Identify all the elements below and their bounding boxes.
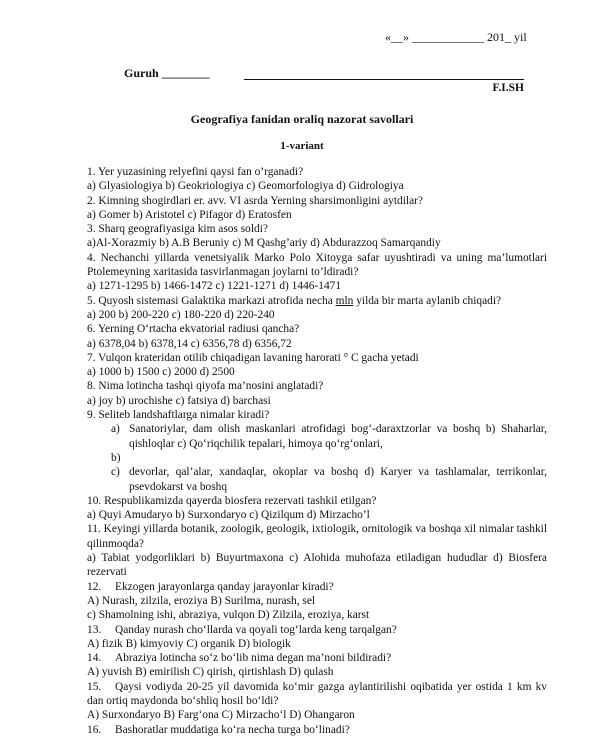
answers-6: a) 6378,04 b) 6378,14 c) 6356,78 d) 6356,72 (87, 337, 292, 350)
answer-9b-text (129, 451, 547, 465)
question-16 (87, 723, 547, 737)
question-12-number: 12. (87, 580, 102, 593)
fish-underline (244, 79, 524, 80)
questions-body (87, 165, 547, 737)
answers-5: a) 200 b) 200-220 c) 180-220 d) 220-240 (87, 308, 275, 321)
question-14 (87, 651, 547, 665)
doc-title: Geografiya fanidan oraliq nazorat savollari (190, 112, 414, 126)
question-12 (87, 580, 547, 594)
answers-3: a)Al-Xorazmiy b) A.B Beruniy c) M Qashg’ariy d) Abdurazzoq Samarqandiy (87, 237, 441, 250)
question-13-text: Qanday nurash cho‘llarda va qoyali tog‘larda keng tarqalgan? (115, 623, 397, 636)
question-5-underlined: mln (335, 294, 354, 307)
question-16-number: 16. (87, 723, 102, 736)
answers-8: a) joy b) urochishe c) fatsiya d) barchasi (87, 394, 271, 407)
fish-label: F.I.SH (492, 82, 524, 94)
answers-1: a) Glyasiologiya b) Geokriologiya c) Geomorfologiya d) Gidrologiya (87, 180, 404, 193)
question-7: 7. Vulqon krateridan otilib chiqadigan lavaning harorati ° C gacha yetadi (87, 351, 419, 364)
answers-11: a) Tabiat yodgorliklari b) Buyurtmaxona c) Alohida muhofaza etiladigan hududlar d) Biosfera rezervati (87, 552, 547, 579)
answer-9b (105, 451, 547, 465)
question-2: 2. Kimning shogirdlari er. avv. VI asrda Yerning sharsimonligini aytdilar? (87, 194, 423, 207)
question-15 (87, 680, 547, 709)
answer-9c-label: c) (111, 466, 120, 479)
answers-2: a) Gomer b) Aristotel c) Pifagor d) Eratosfen (87, 208, 292, 221)
question-5-text-end: yilda bir marta aylanib chiqadi? (353, 294, 502, 307)
question-9: 9. Seliteb landshaftlarga nimalar kiradi? (87, 409, 270, 422)
question-14-number: 14. (87, 652, 102, 665)
date-line: «__» ____________ 201_ yil (385, 30, 527, 44)
question-5 (87, 294, 547, 308)
question-15-text: Qaysi vodiyda 20-25 yil davomida ko‘mir gazga aylantirilishi oqibatida yer ostida 1 km kv dan ortiq maydonda bo‘shliq hosil bo‘ldi? (87, 680, 547, 707)
answer-9b-label: b) (111, 451, 121, 464)
question-12-text: Ekzogen jarayonlarga qanday jarayonlar kiradi? (115, 580, 334, 593)
question-10: 10. Respublikamizda qayerda biosfera rezervati tashkil etilgan? (87, 494, 377, 507)
question-13 (87, 623, 547, 637)
answers-10: a) Quyi Amudaryo b) Surxondaryo c) Qizilqum d) Mirzacho’l (87, 509, 370, 522)
answers-15: A) Surxondaryo B) Farg‘ona C) Mirzacho‘l D) Ohangaron (87, 709, 355, 722)
question-15-number: 15. (87, 680, 102, 693)
question-3: 3. Sharq geografiyasiga kim asos soldi? (87, 223, 268, 236)
question-13-number: 13. (87, 623, 102, 636)
question-14-text: Abraziya lotincha so‘z bo‘lib nima degan ma’noni bildiradi? (115, 652, 392, 665)
question-4: 4. Nechanchi yillarda venetsiyalik Marko Polo Xitoyga safar uyushtiradi va uning ma’lumotlari Ptolemeyning xaritasida tasvirlanmagan joylarni to’ldiradi? (87, 251, 547, 279)
question-11: 11. Keyingi yillarda botanik, zoologik, geologik, ixtiologik, ornitologik va boshqa xil nimalar tashkil qilinmoqda? (87, 523, 547, 550)
answer-9a (105, 422, 547, 451)
question-16-text: Bashoratlar muddatiga ko‘ra necha turga bo‘linadi? (115, 723, 350, 736)
answers-12a: A) Nurash, zilzila, eroziya B) Surilma, nurash, sel (87, 594, 316, 607)
question-5-text: 5. Quyosh sistemasi Galaktika markazi atrofida necha (87, 294, 336, 307)
guruh-label: Guruh ________ (124, 66, 210, 80)
answers-4: a) 1271-1295 b) 1466-1472 c) 1221-1271 d) 1446-1471 (87, 280, 342, 293)
question-8: 8. Nima lotincha tashqi qiyofa ma’nosini anglatadi? (87, 380, 324, 393)
question-1: 1. Yer yuzasining relyefini qaysi fan o’rganadi? (87, 166, 304, 178)
answer-9c-text: devorlar, qal’alar, xandaqlar, okoplar va boshq d) Karyer va tashlamalar, terrikonlar, psevdokarst va boshq (129, 466, 547, 493)
answers-13: A) fizik B) kimyoviy C) organik D) biologik (87, 637, 291, 650)
answer-9a-text: Sanatoriylar, dam olish maskanlari atrofidagi bog‘-daraxtzorlar va boshq b) Shaharlar, qishloqlar c) Qo‘riqchilik tepalari, himoya qo‘rg‘onlari, (129, 423, 547, 450)
variant-label: 1-variant (280, 140, 324, 152)
question-6: 6. Yerning O‘rtacha ekvatorial radiusi qancha? (87, 323, 300, 336)
answers-9 (87, 422, 547, 493)
answers-14: A) yuvish B) emirilish C) qirish, qirtishlash D) qulash (87, 666, 334, 679)
answer-9c (105, 465, 547, 494)
answers-7: a) 1000 b) 1500 c) 2000 d) 2500 (87, 366, 235, 379)
answers-12b: c) Shamolning ishi, abraziya, vulqon D) Zilzila, eroziya, karst (87, 609, 370, 622)
answer-9a-label: a) (111, 423, 120, 436)
